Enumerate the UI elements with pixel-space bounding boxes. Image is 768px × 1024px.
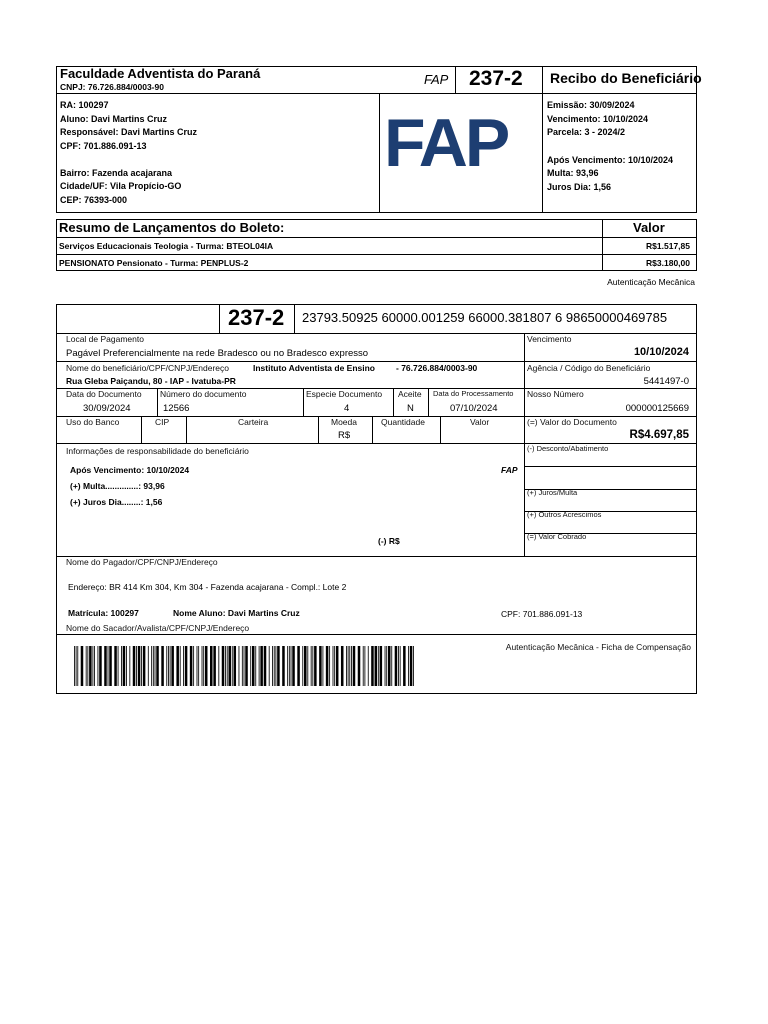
vencimento-line: Vencimento: 10/10/2024 <box>547 113 649 124</box>
barcode-bar <box>371 646 374 686</box>
barcode-bar <box>185 646 188 686</box>
barcode-bar <box>156 646 159 686</box>
barcode-bar <box>109 646 112 686</box>
barcode-bar <box>302 646 303 686</box>
barcode-bar <box>86 646 87 686</box>
receipt-right-block <box>547 99 673 194</box>
barcode-bar <box>252 646 255 686</box>
barcode-bar <box>92 646 93 686</box>
barcode-bar <box>386 646 387 686</box>
summary-divider-1 <box>56 237 697 238</box>
beneficiario-name: Instituto Adventista de Ensino <box>253 363 375 373</box>
emissao-line: Emissão: 30/09/2024 <box>547 100 635 110</box>
barcode-bar <box>170 646 171 686</box>
pagador-label: Nome do Pagador/CPF/CNPJ/Endereço <box>66 557 218 567</box>
barcode-bar <box>126 646 127 686</box>
barcode-bar <box>74 646 75 686</box>
barcode-bar <box>282 646 285 686</box>
barcode-bar <box>153 646 154 686</box>
valor-doc-value: R$4.697,85 <box>629 429 689 441</box>
barcode-bar <box>232 646 233 686</box>
barcode-bar <box>348 646 349 686</box>
barcode-bar <box>123 646 126 686</box>
num-doc-label: Número do documento <box>160 389 247 399</box>
slip-header-v1 <box>219 304 220 333</box>
barcode-bar <box>358 646 361 686</box>
cep-line: CEP: 76393-000 <box>60 194 128 205</box>
responsavel-line: Responsável: Davi Martins Cruz <box>60 127 198 137</box>
barcode-bar <box>94 646 95 686</box>
barcode-bar <box>292 646 295 686</box>
barcode-bar <box>351 646 352 686</box>
barcode-bar <box>269 646 270 686</box>
barcode-bar <box>203 646 204 686</box>
barcode-bar <box>398 646 399 686</box>
receipt-title: Recibo do Beneficiário <box>550 70 702 86</box>
summary-row-desc: PENSIONATO Pensionato - Turma: PENPLUS-2 <box>59 258 249 268</box>
barcode-bar <box>213 646 216 686</box>
barcode-bar <box>260 646 263 686</box>
barcode-bar <box>151 646 152 686</box>
ficha-auth: Autenticação Mecânica - Ficha de Compensação <box>505 642 691 652</box>
valor-label: Valor <box>470 417 490 427</box>
aceite-label: Aceite <box>398 389 422 399</box>
info-label: Informações de responsabilidade do beneficiário <box>66 446 249 456</box>
barcode-bar <box>89 646 92 686</box>
barcode-bar <box>244 646 245 686</box>
barcode-bar <box>346 646 347 686</box>
ra-line: RA: 100297 <box>60 100 109 110</box>
barcode-bar <box>155 646 156 686</box>
slip-header-divider <box>56 333 697 334</box>
barcode-bar <box>289 646 290 686</box>
barcode-bar <box>380 646 383 686</box>
quantidade-label: Quantidade <box>381 417 425 427</box>
barcode-bar <box>104 646 107 686</box>
barcode-bar <box>114 646 117 686</box>
barcode-bar <box>277 646 280 686</box>
beneficiario-cnpj: - 76.726.884/0003-90 <box>396 363 478 373</box>
barcode-bar <box>255 646 256 686</box>
barcode-bar <box>400 646 401 686</box>
barcode-bar <box>287 646 288 686</box>
fap-small-label: FAP <box>424 72 449 87</box>
uso-label: Uso do Banco <box>66 417 120 427</box>
institution-cnpj: CNPJ: 76.726.884/0003-90 <box>60 82 164 92</box>
vencimento-value: 10/10/2024 <box>633 346 689 358</box>
barcode-bar <box>408 646 409 686</box>
pagador-matricula: Matrícula: 100297 <box>68 608 139 618</box>
info-multa: (+) Multa..............: 93,96 <box>70 481 165 491</box>
barcode-bar <box>391 646 392 686</box>
barcode-bar <box>307 646 308 686</box>
slip-row1-divider <box>56 361 697 362</box>
barcode-bar <box>121 646 122 686</box>
barcode-bar <box>312 646 313 686</box>
carteira-label: Carteira <box>238 417 269 427</box>
row4-v3 <box>318 416 319 443</box>
data-doc-value: 30/09/2024 <box>83 403 131 414</box>
receipt-left-block <box>60 99 197 207</box>
summary-row-value: R$3.180,00 <box>646 258 690 268</box>
barcode-bar <box>403 646 406 686</box>
barcode-bar <box>133 646 136 686</box>
barcode <box>74 646 414 686</box>
barcode-bar <box>242 646 243 686</box>
especie-value: 4 <box>344 403 350 414</box>
barcode-bar <box>98 646 99 686</box>
barcode-bar <box>333 646 334 686</box>
agencia-value: 5441497-0 <box>643 376 689 387</box>
receipt-bank-code: 237-2 <box>469 67 523 90</box>
summary-row-desc: Serviços Educacionais Teologia - Turma: BTEOL04IA <box>59 241 274 251</box>
info-apos-vencimento: Após Vencimento: 10/10/2024 <box>70 465 190 475</box>
barcode-bar <box>388 646 391 686</box>
barcode-bar <box>311 646 312 686</box>
row4-v5 <box>440 416 441 443</box>
barcode-bar <box>264 646 267 686</box>
local-value: Pagável Preferencialmente na rede Bradesco ou no Bradesco expresso <box>66 348 369 359</box>
barcode-bar <box>166 646 167 686</box>
right-box-divider-1 <box>524 466 697 467</box>
barcode-bar <box>272 646 273 686</box>
vencimento-label: Vencimento <box>527 334 572 344</box>
especie-label: Especie Documento <box>306 389 383 399</box>
juros-line: Juros Dia: 1,56 <box>547 181 612 192</box>
row3-v2 <box>303 388 304 416</box>
summary-row-value: R$1.517,85 <box>646 241 690 251</box>
local-label: Local de Pagamento <box>66 334 144 344</box>
barcode-bar <box>143 646 146 686</box>
barcode-bar <box>76 646 77 686</box>
barcode-bar <box>222 646 225 686</box>
barcode-bar <box>180 646 181 686</box>
barcode-bar <box>314 646 317 686</box>
barcode-bar <box>228 646 231 686</box>
barcode-bar <box>363 646 364 686</box>
barcode-bar <box>193 646 194 686</box>
moeda-label: Moeda <box>331 417 357 427</box>
barcode-bar <box>141 646 142 686</box>
barcode-bar <box>176 646 179 686</box>
beneficiario-address: Rua Gleba Paiçandu, 80 - IAP - Ivatuba-PR <box>66 376 236 386</box>
apos-vencimento-line: Após Vencimento: 10/10/2024 <box>547 154 674 165</box>
pagador-nome-aluno: Nome Aluno: Davi Martins Cruz <box>173 608 300 618</box>
aluno-line: Aluno: Davi Martins Cruz <box>60 113 168 124</box>
barcode-bar <box>385 646 386 686</box>
summary-value-header: Valor <box>633 220 665 235</box>
row3-v4 <box>428 388 429 416</box>
nosso-label: Nosso Número <box>527 389 584 399</box>
moeda-value: R$ <box>338 430 351 441</box>
barcode-bar <box>336 646 339 686</box>
barcode-bar <box>190 646 193 686</box>
info-juros: (+) Juros Dia........: 1,56 <box>70 497 163 507</box>
data-proc-value: 07/10/2024 <box>450 403 498 414</box>
desconto-label: (-) Desconto/Abatimento <box>527 444 609 453</box>
data-proc-label: Data do Processamento <box>433 389 514 398</box>
institution-name: Faculdade Adventista do Paraná <box>60 66 261 81</box>
barcode-bar <box>304 646 307 686</box>
barcode-bar <box>234 646 237 686</box>
aceite-value: N <box>407 403 414 414</box>
barcode-bar <box>274 646 275 686</box>
cidade-line: Cidade/UF: Vila Propício-GO <box>60 181 182 191</box>
barcode-bar <box>334 646 335 686</box>
barcode-bar <box>210 646 213 686</box>
barcode-bar <box>329 646 330 686</box>
barcode-bar <box>225 646 226 686</box>
barcode-bar <box>77 646 78 686</box>
cip-label: CIP <box>155 417 170 427</box>
outros-acrescimos-label: (+) Outros Acrescimos <box>527 510 602 519</box>
barcode-bar <box>239 646 240 686</box>
multa-line: Multa: 93,96 <box>547 168 599 178</box>
barcode-bar <box>129 646 130 686</box>
summary-divider-2 <box>56 254 697 255</box>
barcode-bar <box>341 646 344 686</box>
data-doc-label: Data do Documento <box>66 389 142 399</box>
barcode-bar <box>326 646 329 686</box>
receipt-header-divider <box>56 93 697 94</box>
row4-v2 <box>186 416 187 443</box>
nosso-value: 000000125669 <box>625 403 689 414</box>
minus-rs-label: (-) R$ <box>378 536 400 546</box>
num-doc-value: 12566 <box>163 403 190 414</box>
barcode-bar <box>275 646 276 686</box>
barcode-bar <box>108 646 109 686</box>
summary-auth: Autenticação Mecânica <box>607 277 695 287</box>
beneficiario-label: Nome do beneficiário/CPF/CNPJ/Endereço <box>66 363 229 373</box>
barcode-bar <box>148 646 149 686</box>
barcode-bar <box>375 646 378 686</box>
barcode-bar <box>245 646 248 686</box>
valor-doc-label: (=) Valor do Documento <box>527 417 617 427</box>
juros-multa-label: (+) Juros/Multa <box>527 488 578 497</box>
slip-bank-code: 237-2 <box>228 305 285 330</box>
row3-v1 <box>157 388 158 416</box>
receipt-divider-3 <box>379 93 380 213</box>
barcode-bar <box>413 646 414 686</box>
receipt-divider-1 <box>455 66 456 93</box>
barcode-bar <box>319 646 322 686</box>
pagador-endereco: Endereço: BR 414 Km 304, Km 304 - Fazenda acajarana - Compl.: Lote 2 <box>68 582 347 592</box>
row4-v1 <box>141 416 142 443</box>
row4-v4 <box>372 416 373 443</box>
sacador-label: Nome do Sacador/Avalista/CPF/CNPJ/Endereço <box>66 623 250 633</box>
barcode-bar <box>364 646 365 686</box>
info-fap-small: FAP <box>501 465 518 475</box>
receipt-divider-2 <box>542 66 543 213</box>
row3-v3 <box>393 388 394 416</box>
agencia-label: Agência / Código do Beneficiário <box>527 363 651 373</box>
barcode-bar <box>322 646 323 686</box>
pagador-cpf: CPF: 701.886.091-13 <box>501 609 583 619</box>
barcode-bar <box>227 646 228 686</box>
barcode-bar <box>395 646 398 686</box>
barcode-bar <box>353 646 356 686</box>
sacador-divider <box>56 634 697 635</box>
summary-title: Resumo de Lançamentos do Boleto: <box>59 220 285 235</box>
bairro-line: Bairro: Fazenda acajarana <box>60 167 173 178</box>
valor-cobrado-label: (=) Valor Cobrado <box>527 532 587 541</box>
slip-header-v2 <box>294 304 295 333</box>
barcode-bar <box>198 646 199 686</box>
barcode-bar <box>197 646 198 686</box>
digitable-line[interactable]: 23793.50925 60000.001259 66000.381807 6 98650000469785 <box>302 310 668 325</box>
barcode-bar <box>202 646 203 686</box>
barcode-bar <box>87 646 88 686</box>
barcode-bar <box>168 646 169 686</box>
barcode-bar <box>183 646 184 686</box>
barcode-bar <box>81 646 84 686</box>
barcode-bar <box>138 646 141 686</box>
fap-logo: FAP <box>384 105 508 181</box>
barcode-bar <box>410 646 413 686</box>
barcode-bar <box>250 646 251 686</box>
barcode-bar <box>171 646 174 686</box>
barcode-bar <box>378 646 379 686</box>
barcode-bar <box>218 646 219 686</box>
barcode-bar <box>297 646 300 686</box>
barcode-bar <box>205 646 208 686</box>
barcode-bar <box>118 646 119 686</box>
parcela-line: Parcela: 3 - 2024/2 <box>547 127 626 137</box>
cpf-line: CPF: 701.886.091-13 <box>60 140 147 151</box>
barcode-bar <box>291 646 292 686</box>
barcode-bar <box>259 646 260 686</box>
barcode-bar <box>349 646 350 686</box>
barcode-bar <box>161 646 164 686</box>
slip-right-col-line <box>524 333 525 556</box>
barcode-bar <box>368 646 369 686</box>
barcode-bar <box>99 646 102 686</box>
barcode-bar <box>136 646 137 686</box>
